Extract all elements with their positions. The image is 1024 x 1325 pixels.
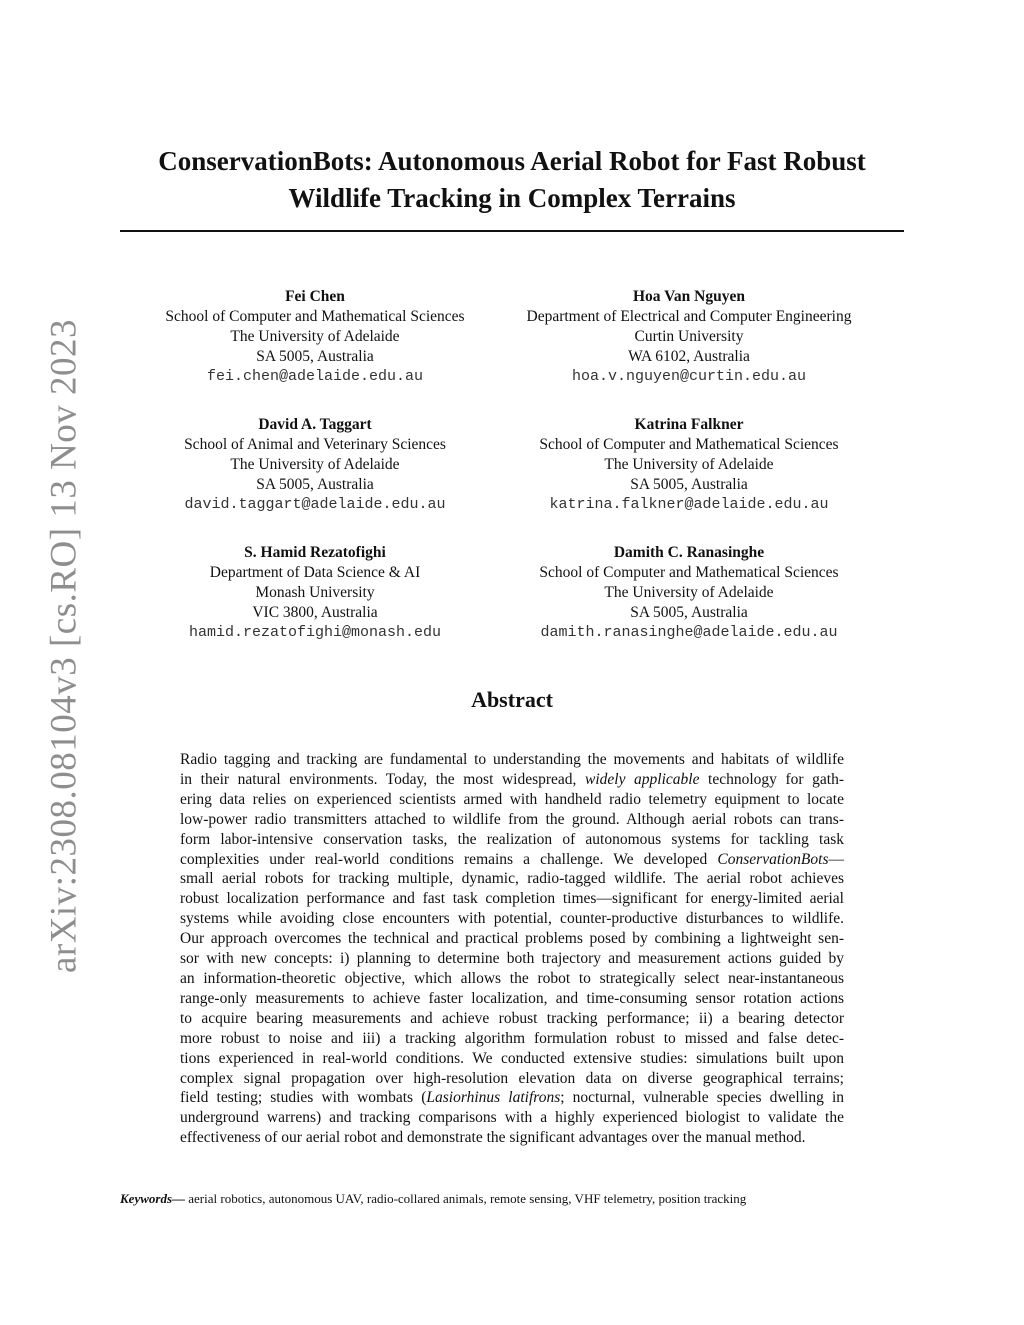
- paper-title-line-1: ConservationBots: Autonomous Aerial Robot for Fast Robust: [158, 146, 866, 176]
- keywords-line: [120, 1190, 910, 1208]
- author-name: Fei Chen: [285, 288, 345, 305]
- abstract-line: Our approach overcomes the technical and practical problems posed by combining a lightweight sen-: [180, 930, 844, 948]
- author-institution: The University of Adelaide: [604, 456, 774, 473]
- author-department: Department of Data Science & AI: [209, 564, 421, 581]
- author-address: SA 5005, Australia: [256, 476, 374, 493]
- abstract-line: [180, 850, 844, 870]
- author-department: School of Computer and Mathematical Sciences: [165, 308, 465, 325]
- abstract-text: technology for gath-: [699, 770, 844, 788]
- abstract-text: complexities under real-world conditions remains a challenge. We developed: [180, 850, 718, 868]
- abstract-text: —: [828, 850, 844, 868]
- abstract-line: form labor-intensive conservation tasks, the realization of autonomous systems for tackling task: [180, 830, 844, 848]
- abstract-heading: Abstract: [471, 687, 553, 712]
- author-department: Department of Electrical and Computer Engineering: [526, 308, 852, 325]
- author-institution: The University of Adelaide: [604, 584, 774, 601]
- title-divider: [120, 230, 904, 232]
- author-block: [105, 415, 525, 515]
- author-block: [105, 287, 525, 387]
- abstract-line: [180, 1088, 844, 1108]
- abstract-text: field testing; studies with wombats (: [180, 1089, 427, 1107]
- abstract-line: range-only measurements to achieve faster localization, and time-consuming sensor rotation actions: [180, 989, 844, 1007]
- abstract-line: to acquire bearing measurements and achieve robust tracking performance; ii) a bearing detector: [180, 1009, 844, 1027]
- author-name: David A. Taggart: [258, 416, 372, 433]
- author-name: S. Hamid Rezatofighi: [244, 544, 386, 561]
- abstract-line: complex signal propagation over high-resolution elevation data on diverse geographical terrains;: [180, 1069, 844, 1087]
- abstract-line: an information-theoretic objective, which allows the robot to strategically select near-instantaneous: [180, 969, 844, 987]
- abstract-line: small aerial robots for tracking multiple, dynamic, radio-tagged wildlife. The aerial robot achieves: [180, 870, 844, 888]
- abstract-line: effectiveness of our aerial robot and demonstrate the significant advantages over the manual method.: [180, 1129, 806, 1147]
- author-block: [105, 543, 525, 643]
- abstract-line: low-power radio transmitters attached to wildlife from the ground. Although aerial robots can trans-: [180, 810, 844, 828]
- author-email: damith.ranasinghe@adelaide.edu.au: [540, 624, 838, 641]
- abstract-emphasis: ConservationBots: [717, 850, 829, 868]
- author-address: VIC 3800, Australia: [252, 604, 378, 621]
- author-email: david.taggart@adelaide.edu.au: [184, 496, 446, 513]
- author-department: School of Computer and Mathematical Sciences: [539, 436, 839, 453]
- abstract-line: systems while avoiding close encounters with potential, counter-productive disturbances to wildlife.: [180, 910, 844, 928]
- abstract-emphasis: widely applicable: [585, 770, 700, 788]
- abstract-line: tions experienced in real-world conditions. We conducted extensive studies: simulations built upon: [180, 1049, 844, 1067]
- abstract-text: ; nocturnal, vulnerable species dwelling in: [560, 1089, 845, 1107]
- abstract-body: [180, 750, 844, 1148]
- abstract-line: [180, 770, 844, 790]
- author-department: School of Computer and Mathematical Sciences: [539, 564, 839, 581]
- author-institution: The University of Adelaide: [230, 456, 400, 473]
- author-address: SA 5005, Australia: [256, 348, 374, 365]
- author-address: SA 5005, Australia: [630, 604, 748, 621]
- paper-title: [120, 143, 904, 217]
- author-email: katrina.falkner@adelaide.edu.au: [549, 496, 829, 513]
- abstract-line: underground warrens) and tracking comparisons with a highly experienced biologist to validate the: [180, 1109, 844, 1127]
- author-email: hamid.rezatofighi@monash.edu: [188, 624, 442, 641]
- abstract-text: in their natural environments. Today, the most widespread,: [180, 770, 585, 788]
- author-name: Hoa Van Nguyen: [633, 288, 745, 305]
- author-institution: Monash University: [255, 584, 375, 601]
- abstract-line: sor with new concepts: i) planning to determine both trajectory and measurement actions guided by: [180, 950, 844, 968]
- author-name: Damith C. Ranasinghe: [613, 544, 765, 561]
- abstract-line: more robust to noise and iii) a tracking algorithm formulation robust to missed and false detec-: [180, 1029, 844, 1047]
- author-email: hoa.v.nguyen@curtin.edu.au: [571, 368, 807, 385]
- author-block: [479, 415, 899, 515]
- author-address: WA 6102, Australia: [628, 348, 750, 365]
- abstract-line: Radio tagging and tracking are fundamental to understanding the movements and habitats of wildlife: [180, 751, 844, 768]
- keywords-label: Keywords—: [120, 1191, 185, 1206]
- author-institution: The University of Adelaide: [230, 328, 400, 345]
- abstract-species-name: Lasiorhinus latifrons: [426, 1089, 561, 1107]
- author-block: [479, 543, 899, 643]
- author-department: School of Animal and Veterinary Sciences: [184, 436, 446, 453]
- abstract-line: robust localization performance and fast task completion times—significant for energy-limited aerial: [180, 890, 844, 908]
- author-institution: Curtin University: [634, 328, 744, 345]
- paper-title-line-2: Wildlife Tracking in Complex Terrains: [288, 183, 736, 213]
- author-email: fei.chen@adelaide.edu.au: [206, 368, 424, 385]
- arxiv-identifier-stamp: arXiv:2308.08104v3 [cs.RO] 13 Nov 2023: [43, 318, 85, 974]
- author-address: SA 5005, Australia: [630, 476, 748, 493]
- author-name: Katrina Falkner: [634, 416, 744, 433]
- abstract-line: ering data relies on experienced scientists armed with handheld radio telemetry equipment to locate: [180, 790, 844, 808]
- author-block: [479, 287, 899, 387]
- keywords-text: aerial robotics, autonomous UAV, radio-collared animals, remote sensing, VHF telemetry, position tracking: [185, 1191, 747, 1206]
